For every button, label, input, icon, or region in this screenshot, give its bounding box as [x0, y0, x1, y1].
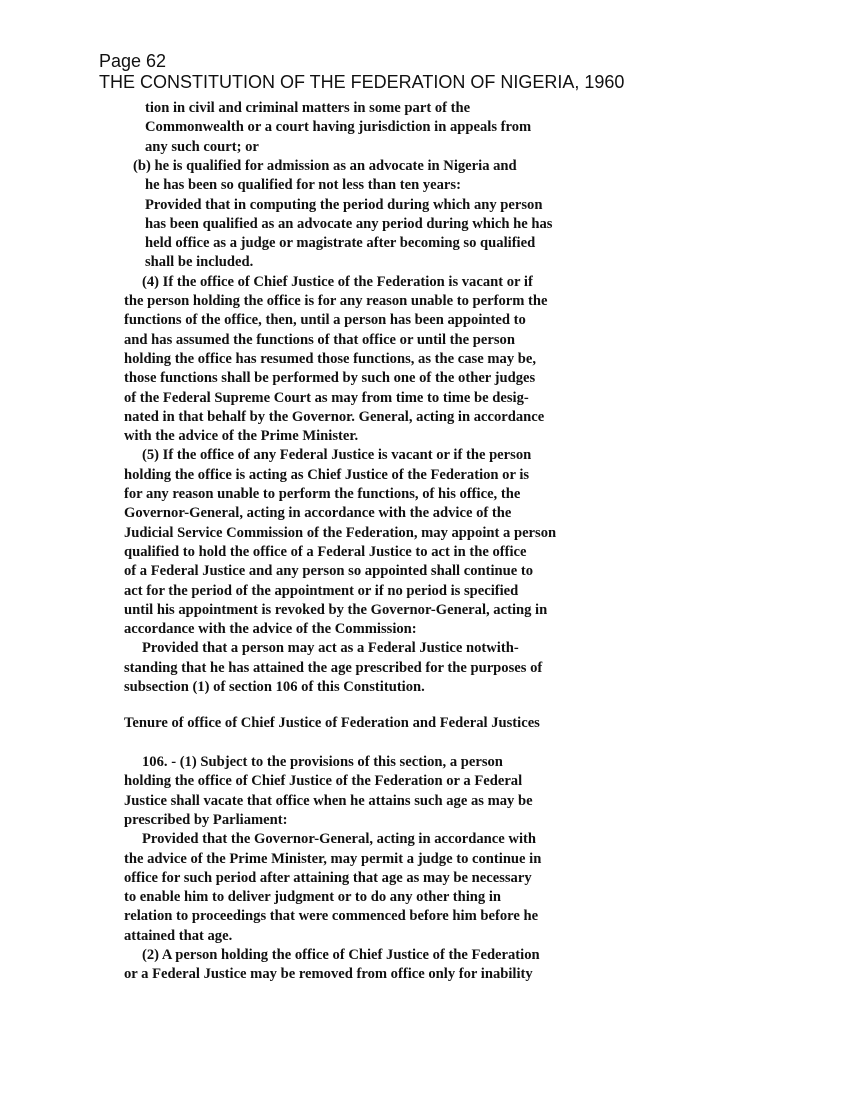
text-line: or a Federal Justice may be removed from office only for inability	[124, 966, 533, 983]
text-line: office for such period after attaining that age as may be necessary	[124, 869, 532, 886]
document-title: THE CONSTITUTION OF THE FEDERATION OF NIGERIA, 1960	[99, 72, 625, 92]
text-line: of the Federal Supreme Court as may from time to time be desig-	[124, 389, 529, 406]
text-line: (5) If the office of any Federal Justice is vacant or if the person	[142, 447, 532, 464]
text-line: the advice of the Prime Minister, may permit a judge to continue in	[124, 850, 542, 867]
text-line: 106. - (1) Subject to the provisions of this section, a person	[142, 754, 503, 770]
page-number: Page 62	[99, 51, 167, 71]
text-line: prescribed by Parliament:	[124, 811, 288, 828]
text-line: attained that age.	[124, 927, 233, 944]
text-line: any such court; or	[145, 138, 259, 155]
text-line: (4) If the office of Chief Justice of the Federation is vacant or if	[142, 273, 533, 290]
text-line: holding the office of Chief Justice of the Federation or a Federal	[124, 773, 523, 790]
text-line: tion in civil and criminal matters in some part of the	[145, 100, 471, 116]
text-line: qualified to hold the office of a Federal Justice to act in the office	[124, 543, 527, 560]
text-line: to enable him to deliver judgment or to do any other thing in	[124, 889, 502, 906]
text-line: the person holding the office is for any reason unable to perform the	[124, 293, 548, 309]
text-line: with the advice of the Prime Minister.	[124, 428, 359, 445]
text-line: those functions shall be performed by such one of the other judges	[124, 370, 536, 387]
text-line: holding the office has resumed those functions, as the case may be,	[124, 350, 537, 367]
text-line: subsection (1) of section 106 of this Constitution.	[124, 679, 425, 695]
text-line: Provided that in computing the period during which any person	[145, 196, 543, 213]
text-line: shall be included.	[145, 254, 254, 271]
text-line: Provided that a person may act as a Federal Justice notwith-	[142, 640, 519, 657]
text-line: has been qualified as an advocate any period during which he has	[145, 215, 553, 232]
text-line: relation to proceedings that were commenced before him before he	[124, 908, 539, 925]
text-line: Provided that the Governor-General, acting in accordance with	[142, 831, 536, 848]
text-line: act for the period of the appointment or if no period is specified	[124, 582, 519, 599]
text-line: and has assumed the functions of that office or until the person	[124, 331, 515, 348]
text-line: of a Federal Justice and any person so appointed shall continue to	[124, 563, 534, 580]
text-line: Justice shall vacate that office when he attains such age as may be	[124, 792, 533, 809]
text-line: for any reason unable to perform the functions, of his office, the	[124, 486, 521, 502]
text-line: (b) he is qualified for admission as an advocate in Nigeria and	[133, 157, 517, 174]
text-line: until his appointment is revoked by the Governor-General, acting in	[124, 601, 548, 618]
text-line: functions of the office, then, until a person has been appointed to	[124, 312, 526, 329]
text-line: Governor-General, acting in accordance with the advice of the	[124, 505, 512, 522]
text-line: held office as a judge or magistrate after becoming so qualified	[145, 235, 536, 252]
text-line: Judicial Service Commission of the Federation, may appoint a person	[124, 524, 557, 541]
text-line: (2) A person holding the office of Chief Justice of the Federation	[142, 947, 540, 963]
section-heading: Tenure of office of Chief Justice of Federation and Federal Justices	[124, 715, 540, 731]
text-line: nated in that behalf by the Governor. General, acting in accordance	[124, 408, 545, 425]
text-line: standing that he has attained the age prescribed for the purposes of	[124, 659, 543, 676]
text-line: he has been so qualified for not less than ten years:	[145, 177, 461, 194]
text-line: accordance with the advice of the Commission:	[124, 621, 417, 638]
page-header	[99, 51, 624, 93]
text-line: Commonwealth or a court having jurisdiction in appeals from	[145, 119, 532, 136]
text-line: holding the office is acting as Chief Justice of the Federation or is	[124, 466, 530, 483]
